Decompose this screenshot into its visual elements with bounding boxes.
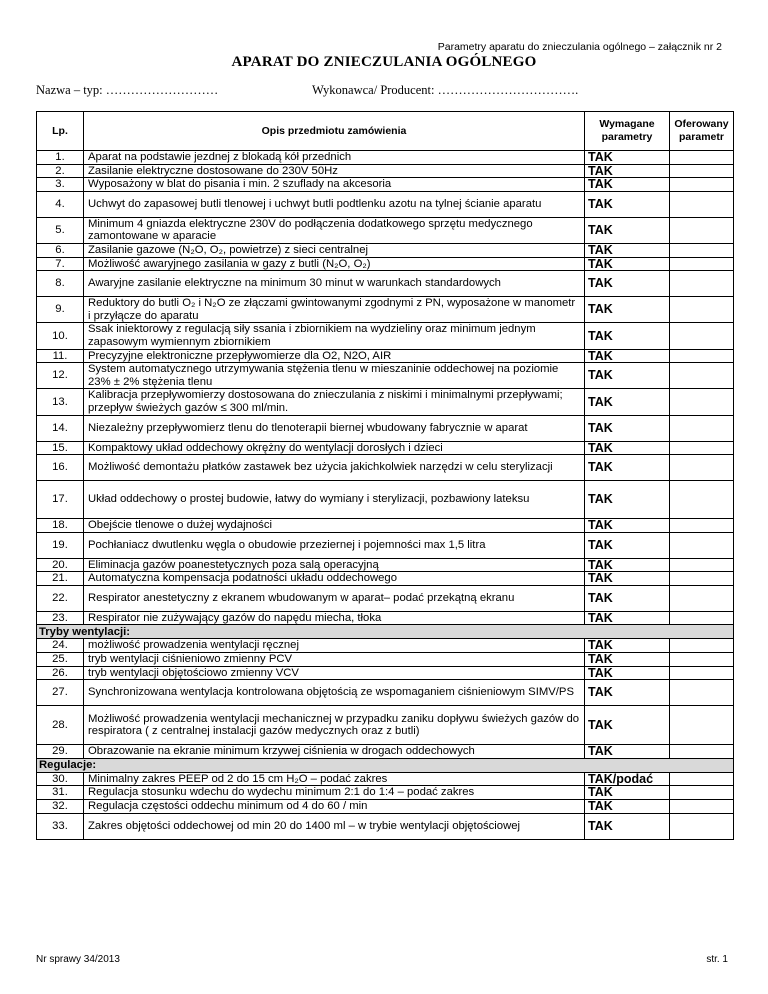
- table-row: [37, 363, 734, 389]
- name-type-field: Nazwa – typ: ………………………: [36, 83, 219, 97]
- table-row: [37, 441, 734, 455]
- row-number: 19.: [37, 532, 84, 558]
- row-description: Regulacja częstości oddechu minimum od 4 do 60 / min: [84, 800, 585, 814]
- row-number: 32.: [37, 800, 84, 814]
- row-description: Respirator nie zużywający gazów do napędu miecha, tłoka: [84, 611, 585, 625]
- row-number: 21.: [37, 572, 84, 586]
- row-required-value: TAK: [585, 323, 670, 349]
- row-offered-value[interactable]: [670, 706, 734, 745]
- row-description: Zakres objętości oddechowej od min 20 do 1400 ml – w trybie wentylacji objętościowej: [84, 813, 585, 839]
- row-required-value: TAK: [585, 217, 670, 243]
- row-required-value: TAK: [585, 558, 670, 572]
- row-required-value: TAK: [585, 455, 670, 481]
- row-offered-value[interactable]: [670, 217, 734, 243]
- row-number: 22.: [37, 585, 84, 611]
- row-offered-value[interactable]: [670, 572, 734, 586]
- row-description: Aparat na podstawie jezdnej z blokadą kół przednich: [84, 151, 585, 165]
- row-number: 13.: [37, 389, 84, 415]
- row-offered-value[interactable]: [670, 519, 734, 533]
- row-offered-value[interactable]: [670, 363, 734, 389]
- row-required-value: TAK: [585, 680, 670, 706]
- row-number: 26.: [37, 666, 84, 680]
- row-offered-value[interactable]: [670, 666, 734, 680]
- row-description: System automatycznego utrzymywania stężenia tlenu w mieszaninie oddechowej na poziomie 23% ± 2% stężenia tlenu: [84, 363, 585, 389]
- row-offered-value[interactable]: [670, 243, 734, 257]
- row-offered-value[interactable]: [670, 680, 734, 706]
- row-description: Reduktory do butli O₂ i N₂O ze złączami gwintowanymi zgodnymi z PN, wyposażone w manometr i przyłącze do aparatu: [84, 297, 585, 323]
- table-row: [37, 217, 734, 243]
- row-offered-value[interactable]: [670, 585, 734, 611]
- table-row: [37, 519, 734, 533]
- row-offered-value[interactable]: [670, 151, 734, 165]
- row-required-value: TAK: [585, 191, 670, 217]
- row-number: 5.: [37, 217, 84, 243]
- row-offered-value[interactable]: [670, 441, 734, 455]
- row-required-value: TAK: [585, 639, 670, 653]
- row-description: Synchronizowana wentylacja kontrolowana objętością ze wspomaganiem ciśnieniowym SIMV/PS: [84, 680, 585, 706]
- row-required-value: TAK: [585, 164, 670, 178]
- table-row: [37, 572, 734, 586]
- row-description: Minimum 4 gniazda elektryczne 230V do podłączenia dodatkowego sprzętu medycznego zamontowane w aparacie: [84, 217, 585, 243]
- row-description: Układ oddechowy o prostej budowie, łatwy do wymiany i sterylizacji, pozbawiony lateksu: [84, 481, 585, 519]
- row-description: Możliwość demontażu płatków zastawek bez użycia jakichkolwiek narzędzi w celu sterylizacji: [84, 455, 585, 481]
- row-required-value: TAK/podać: [585, 772, 670, 786]
- row-required-value: TAK: [585, 243, 670, 257]
- row-description: Zasilanie gazowe (N₂O, O₂, powietrze) z sieci centralnej: [84, 243, 585, 257]
- row-required-value: TAK: [585, 611, 670, 625]
- row-number: 31.: [37, 786, 84, 800]
- row-number: 15.: [37, 441, 84, 455]
- row-required-value: TAK: [585, 389, 670, 415]
- row-number: 24.: [37, 639, 84, 653]
- row-description: Zasilanie elektryczne dostosowane do 230V 50Hz: [84, 164, 585, 178]
- table-row: [37, 415, 734, 441]
- row-required-value: TAK: [585, 349, 670, 363]
- row-number: 3.: [37, 178, 84, 192]
- row-required-value: TAK: [585, 653, 670, 667]
- row-description: tryb wentylacji ciśnieniowo zmienny PCV: [84, 653, 585, 667]
- table-row: [37, 786, 734, 800]
- row-description: tryb wentylacji objętościowo zmienny VCV: [84, 666, 585, 680]
- specification-table: [36, 111, 734, 840]
- row-required-value: TAK: [585, 363, 670, 389]
- row-number: 30.: [37, 772, 84, 786]
- row-required-value: TAK: [585, 532, 670, 558]
- row-offered-value[interactable]: [670, 191, 734, 217]
- table-row: [37, 164, 734, 178]
- row-description: Respirator anestetyczny z ekranem wbudowanym w aparat– podać przekątną ekranu: [84, 585, 585, 611]
- row-number: 11.: [37, 349, 84, 363]
- row-offered-value[interactable]: [670, 532, 734, 558]
- row-description: Uchwyt do zapasowej butli tlenowej i uchwyt butli podtlenku azotu na tylnej ścianie aparatu: [84, 191, 585, 217]
- row-offered-value[interactable]: [670, 653, 734, 667]
- row-required-value: TAK: [585, 706, 670, 745]
- row-offered-value[interactable]: [670, 745, 734, 759]
- row-number: 2.: [37, 164, 84, 178]
- row-description: Ssak iniektorowy z regulacją siły ssania i zbiornikiem na wydzieliny oraz minimum jednym zapasowym wymiennym zbiornikiem: [84, 323, 585, 349]
- table-row: [37, 639, 734, 653]
- row-description: Kalibracja przepływomierzy dostosowana do znieczulania z niskimi i minimalnymi przepływami; przepływ świeżych gazów ≤ 300 ml/min.: [84, 389, 585, 415]
- row-required-value: TAK: [585, 441, 670, 455]
- row-number: 12.: [37, 363, 84, 389]
- table-body: [37, 151, 734, 840]
- row-description: Niezależny przepływomierz tlenu do tlenoterapii biernej wbudowany fabrycznie w aparat: [84, 415, 585, 441]
- row-description: Eliminacja gazów poanestetycznych poza salą operacyjną: [84, 558, 585, 572]
- row-number: 33.: [37, 813, 84, 839]
- table-row: [37, 389, 734, 415]
- case-number: Nr sprawy 34/2013: [36, 954, 120, 965]
- section-header-row: [37, 758, 734, 772]
- table-row: [37, 611, 734, 625]
- table-row: [37, 558, 734, 572]
- table-row: [37, 178, 734, 192]
- row-number: 6.: [37, 243, 84, 257]
- row-required-value: TAK: [585, 415, 670, 441]
- row-offered-value[interactable]: [670, 271, 734, 297]
- row-required-value: TAK: [585, 271, 670, 297]
- row-offered-value[interactable]: [670, 611, 734, 625]
- table-row: [37, 772, 734, 786]
- row-description: Awaryjne zasilanie elektryczne na minimum 30 minut w warunkach standardowych: [84, 271, 585, 297]
- row-number: 7.: [37, 257, 84, 271]
- row-required-value: TAK: [585, 800, 670, 814]
- row-offered-value[interactable]: [670, 639, 734, 653]
- row-required-value: TAK: [585, 257, 670, 271]
- row-offered-value[interactable]: [670, 558, 734, 572]
- row-offered-value[interactable]: [670, 772, 734, 786]
- row-offered-value[interactable]: [670, 164, 734, 178]
- table-row: [37, 297, 734, 323]
- row-number: 28.: [37, 706, 84, 745]
- table-row: [37, 481, 734, 519]
- document-header-note: Parametry aparatu do znieczulania ogólnego – załącznik nr 2: [437, 41, 722, 53]
- row-number: 18.: [37, 519, 84, 533]
- row-required-value: TAK: [585, 786, 670, 800]
- row-required-value: TAK: [585, 585, 670, 611]
- row-number: 23.: [37, 611, 84, 625]
- table-row: [37, 745, 734, 759]
- row-description: Regulacja stosunku wdechu do wydechu minimum 2:1 do 1:4 – podać zakres: [84, 786, 585, 800]
- table-row: [37, 271, 734, 297]
- row-required-value: TAK: [585, 481, 670, 519]
- row-required-value: TAK: [585, 151, 670, 165]
- table-row: [37, 349, 734, 363]
- table-row: [37, 585, 734, 611]
- row-number: 29.: [37, 745, 84, 759]
- row-number: 8.: [37, 271, 84, 297]
- row-required-value: TAK: [585, 178, 670, 192]
- row-description: Kompaktowy układ oddechowy okrężny do wentylacji dorosłych i dzieci: [84, 441, 585, 455]
- table-row: [37, 257, 734, 271]
- table-row: [37, 243, 734, 257]
- row-required-value: TAK: [585, 297, 670, 323]
- table-row: [37, 323, 734, 349]
- row-offered-value[interactable]: [670, 178, 734, 192]
- row-number: 9.: [37, 297, 84, 323]
- row-required-value: TAK: [585, 666, 670, 680]
- row-offered-value[interactable]: [670, 257, 734, 271]
- row-required-value: TAK: [585, 572, 670, 586]
- row-offered-value[interactable]: [670, 415, 734, 441]
- table-row: [37, 532, 734, 558]
- row-number: 25.: [37, 653, 84, 667]
- row-number: 1.: [37, 151, 84, 165]
- row-number: 4.: [37, 191, 84, 217]
- row-description: możliwość prowadzenia wentylacji ręcznej: [84, 639, 585, 653]
- row-offered-value[interactable]: [670, 455, 734, 481]
- table-row: [37, 151, 734, 165]
- row-description: Obejście tlenowe o dużej wydajności: [84, 519, 585, 533]
- table-row: [37, 706, 734, 745]
- row-number: 17.: [37, 481, 84, 519]
- row-required-value: TAK: [585, 745, 670, 759]
- row-offered-value[interactable]: [670, 813, 734, 839]
- row-required-value: TAK: [585, 519, 670, 533]
- producer-field: Wykonawca/ Producent: …………………………….: [312, 83, 579, 97]
- row-required-value: TAK: [585, 813, 670, 839]
- row-offered-value[interactable]: [670, 297, 734, 323]
- table-row: [37, 680, 734, 706]
- row-offered-value[interactable]: [670, 323, 734, 349]
- column-header-required: Wymagane parametry: [585, 112, 670, 151]
- table-row: [37, 191, 734, 217]
- column-header-lp: Lp.: [37, 112, 84, 151]
- row-offered-value[interactable]: [670, 349, 734, 363]
- row-description: Automatyczna kompensacja podatności układu oddechowego: [84, 572, 585, 586]
- table-row: [37, 653, 734, 667]
- row-description: Możliwość prowadzenia wentylacji mechanicznej w przypadku zaniku dopływu świeżych gazów do respiratora ( z centralnej instalacji gazów medycznych oraz z butli): [84, 706, 585, 745]
- row-description: Pochłaniacz dwutlenku węgla o obudowie przeziernej i pojemności max 1,5 litra: [84, 532, 585, 558]
- row-number: 14.: [37, 415, 84, 441]
- column-header-offered: Oferowany parametr: [670, 112, 734, 151]
- row-description: Precyzyjne elektroniczne przepływomierze dla O2, N2O, AIR: [84, 349, 585, 363]
- row-number: 20.: [37, 558, 84, 572]
- row-description: Wyposażony w blat do pisania i min. 2 szuflady na akcesoria: [84, 178, 585, 192]
- section-title: Regulacje:: [37, 758, 734, 772]
- page-number: str. 1: [706, 954, 728, 965]
- row-number: 16.: [37, 455, 84, 481]
- table-row: [37, 800, 734, 814]
- table-row: [37, 455, 734, 481]
- table-row: [37, 666, 734, 680]
- row-offered-value[interactable]: [670, 389, 734, 415]
- document-title: APARAT DO ZNIECZULANIA OGÓLNEGO: [231, 54, 537, 70]
- row-offered-value[interactable]: [670, 481, 734, 519]
- row-description: Możliwość awaryjnego zasilania w gazy z butli (N₂O, O₂): [84, 257, 585, 271]
- row-description: Obrazowanie na ekranie minimum krzywej ciśnienia w drogach oddechowych: [84, 745, 585, 759]
- row-description: Minimalny zakres PEEP od 2 do 15 cm H₂O – podać zakres: [84, 772, 585, 786]
- row-offered-value[interactable]: [670, 786, 734, 800]
- row-offered-value[interactable]: [670, 800, 734, 814]
- row-number: 10.: [37, 323, 84, 349]
- table-row: [37, 813, 734, 839]
- section-title: Tryby wentylacji:: [37, 625, 734, 639]
- section-header-row: [37, 625, 734, 639]
- row-number: 27.: [37, 680, 84, 706]
- column-header-description: Opis przedmiotu zamówienia: [84, 112, 585, 151]
